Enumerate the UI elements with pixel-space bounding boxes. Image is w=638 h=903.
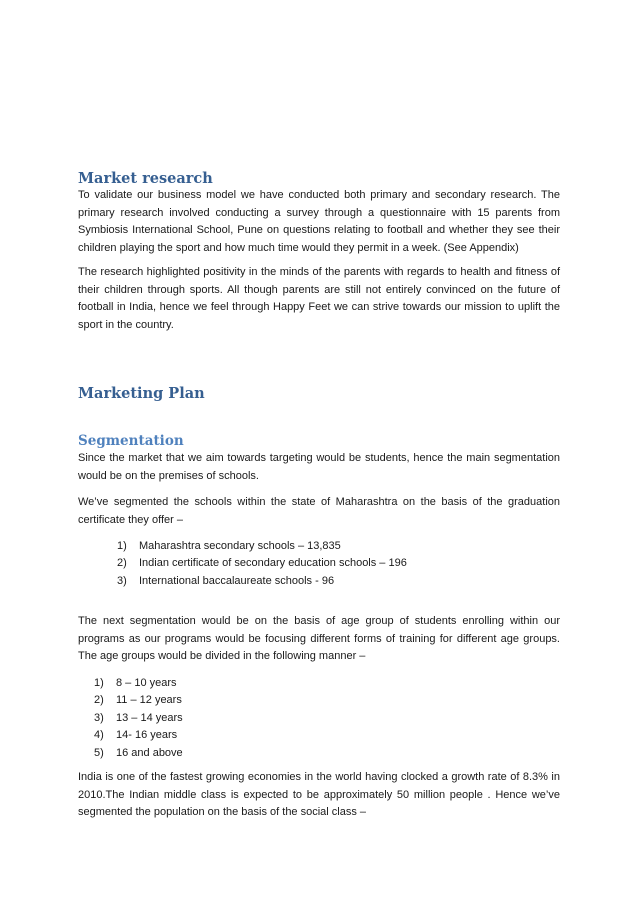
list-item — [94, 710, 183, 727]
segmentation-paragraph-1: Since the market that we aim towards targeting would be students, hence the main segmentation would be on the premises of schools. — [78, 452, 560, 482]
list-item — [94, 692, 183, 709]
list-item-number: 2) — [117, 557, 127, 570]
list-item-number: 2) — [94, 694, 104, 707]
age-groups-list — [94, 675, 183, 762]
market-research-paragraph-2: The research highlighted positivity in the minds of the parents with regards to health and fitness of their children through sports. All though parents are still not entirely convinced on the future of football in India, hence we feel through Happy Feet we can strive towards our mission to uplift the sport in the country. — [78, 266, 560, 331]
list-item — [94, 745, 183, 762]
list-item-text: 11 – 12 years — [116, 694, 182, 707]
segmentation-paragraph-2: We’ve segmented the schools within the state of Maharashtra on the basis of the graduation certificate they offer – — [78, 496, 560, 526]
list-item-number: 1) — [94, 677, 104, 689]
list-item-number: 1) — [117, 540, 127, 552]
school-segments-list — [117, 538, 407, 590]
market-research-paragraph-1: To validate our business model we have conducted both primary and secondary research. The primary research involved conducting a survey through a questionnaire with 15 parents from Symbiosis International School, Pune on questions relating to football and whether they see their children playing the sport and how much time would they permit in a week. (See Appendix) — [78, 189, 560, 254]
list-item — [94, 727, 183, 744]
list-item-number: 4) — [94, 729, 104, 742]
list-item-number: 5) — [94, 746, 104, 759]
segmentation-paragraph-3: The next segmentation would be on the basis of age group of students enrolling within our programs as our programs would be focusing different forms of training for different age groups. The age groups would be divided in the following manner – — [78, 615, 560, 663]
list-item-text: 13 – 14 years — [116, 711, 183, 724]
segmentation-heading: Segmentation — [78, 433, 184, 449]
list-item-text: Maharashtra secondary schools – 13,835 — [139, 540, 341, 552]
list-item — [117, 573, 407, 590]
market-research-heading: Market research — [78, 170, 213, 187]
list-item-text: International baccalaureate schools - 96 — [139, 574, 335, 587]
marketing-plan-heading: Marketing Plan — [78, 385, 205, 402]
list-item-number: 3) — [94, 711, 104, 724]
list-item-text: 8 – 10 years — [116, 677, 177, 689]
list-item-number: 3) — [117, 574, 127, 587]
list-item-text: Indian certificate of secondary education schools – 196 — [139, 557, 407, 570]
list-item — [117, 555, 407, 572]
list-item-text: 16 and above — [116, 746, 183, 759]
list-item — [117, 538, 407, 555]
list-item-text: 14- 16 years — [116, 729, 178, 742]
list-item — [94, 675, 183, 692]
segmentation-paragraph-4: India is one of the fastest growing economies in the world having clocked a growth rate of 8.3% in 2010.The Indian middle class is expected to be approximately 50 million people . Hence we’ve segmented the population on the basis of the social class – — [78, 771, 560, 819]
